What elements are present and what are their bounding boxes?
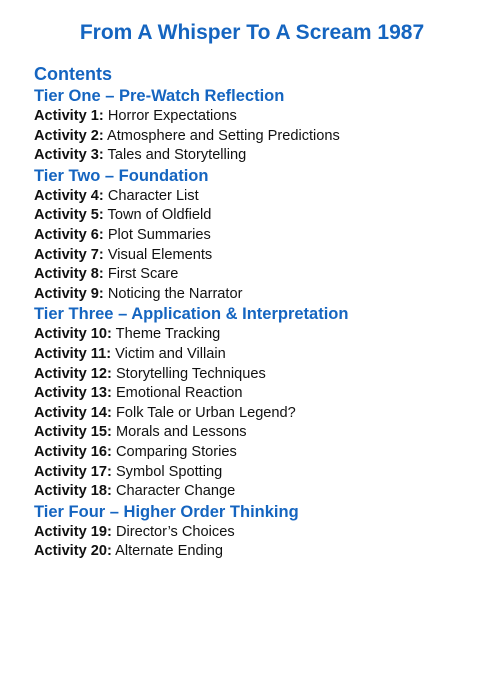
tier-heading: Tier One – Pre-Watch Reflection <box>34 87 285 105</box>
activity-item <box>34 265 494 285</box>
activity-title: Morals and Lessons <box>115 424 247 441</box>
activity-number: Activity 5: <box>34 207 104 224</box>
activity-number: Activity 6: <box>34 226 104 243</box>
activity-number: Activity 12: <box>34 365 112 382</box>
activity-title: Theme Tracking <box>115 326 221 343</box>
activity-item <box>34 127 494 147</box>
activity-number: Activity 4: <box>34 187 104 204</box>
activity-number: Activity 14: <box>34 404 112 421</box>
activity-item <box>34 146 494 166</box>
activity-title: Horror Expectations <box>107 108 237 124</box>
activity-title: Town of Oldfield <box>107 207 212 224</box>
activity-number: Activity 13: <box>34 385 112 402</box>
activity-number: Activity 8: <box>34 266 104 283</box>
tier-heading: Tier Three – Application & Interpretation <box>34 305 349 324</box>
activity-title: First Scare <box>107 266 179 283</box>
activity-item <box>34 345 494 365</box>
activity-title: Character List <box>107 187 199 204</box>
activity-item <box>34 482 494 502</box>
table-of-contents <box>34 62 494 562</box>
activity-number: Activity 7: <box>34 246 104 263</box>
activity-title: Visual Elements <box>107 246 213 263</box>
activity-item <box>34 365 494 385</box>
activity-number: Activity 16: <box>34 443 112 460</box>
activity-number: Activity 15: <box>34 424 112 441</box>
activity-item <box>34 423 494 443</box>
activity-title: Comparing Stories <box>115 443 237 460</box>
activity-number: Activity 20: <box>34 543 112 560</box>
activity-number: Activity 1: <box>34 108 104 124</box>
activity-number: Activity 10: <box>34 326 112 343</box>
page-title: From A Whisper To A Scream 1987 <box>79 21 425 44</box>
tier-heading: Tier Four – Higher Order Thinking <box>34 502 299 521</box>
tier-section <box>34 166 494 305</box>
activity-title: Emotional Reaction <box>115 385 243 402</box>
activity-title: Character Change <box>115 483 236 500</box>
tier-section <box>34 304 494 501</box>
activity-item <box>34 285 494 305</box>
tier-heading: Tier Two – Foundation <box>34 166 209 185</box>
contents-heading: Contents <box>34 64 112 84</box>
activity-number: Activity 9: <box>34 285 104 302</box>
activity-title: Storytelling Techniques <box>115 365 266 382</box>
activity-title: Noticing the Narrator <box>107 285 243 302</box>
activity-item <box>34 107 494 127</box>
activity-item <box>34 226 494 246</box>
activity-number: Activity 2: <box>34 127 104 144</box>
activity-item <box>34 206 494 226</box>
activity-title: Alternate Ending <box>115 543 224 560</box>
activity-number: Activity 19: <box>34 523 112 540</box>
activity-item <box>34 542 494 562</box>
activity-item <box>34 404 494 424</box>
activity-title: Tales and Storytelling <box>107 147 247 164</box>
activity-title: Victim and Villain <box>115 345 226 362</box>
activity-title: Plot Summaries <box>107 226 211 243</box>
activity-item <box>34 246 494 266</box>
activity-number: Activity 18: <box>34 483 112 500</box>
activity-item <box>34 443 494 463</box>
activity-title: Symbol Spotting <box>115 463 223 480</box>
tier-section <box>34 86 494 166</box>
activity-item <box>34 325 494 345</box>
activity-item <box>34 523 494 543</box>
activity-number: Activity 3: <box>34 147 104 164</box>
activity-number: Activity 17: <box>34 463 112 480</box>
tier-section <box>34 502 494 562</box>
activity-number: Activity 11: <box>34 345 112 362</box>
activity-item <box>34 463 494 483</box>
activity-item <box>34 187 494 207</box>
activity-title: Atmosphere and Setting Predictions <box>107 127 340 144</box>
activity-title: Folk Tale or Urban Legend? <box>115 404 296 421</box>
activity-title: Director’s Choices <box>115 523 235 540</box>
activity-item <box>34 384 494 404</box>
